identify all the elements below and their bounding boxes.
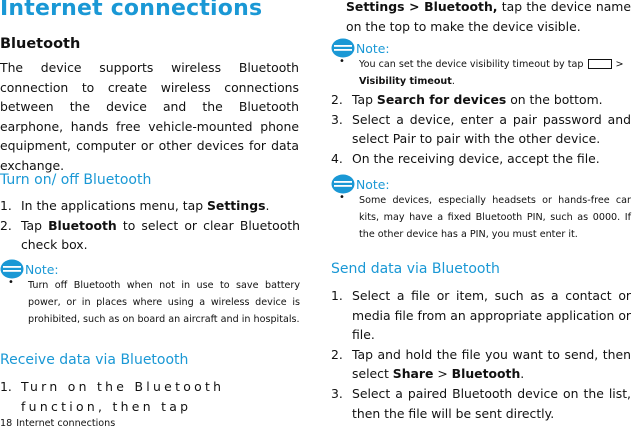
list-item — [0, 377, 300, 416]
receive-continuation — [346, 0, 631, 36]
note-icon — [331, 38, 355, 58]
footer-label: Internet connections — [16, 418, 116, 429]
step-text-end: to select or clear Bluetooth check box. — [21, 217, 300, 253]
menu-key-icon — [588, 59, 612, 69]
step-number: 2. — [331, 92, 343, 107]
send-title: Send data via Bluetooth — [331, 261, 500, 277]
step-number: 1. — [0, 198, 12, 213]
step-text-end: . — [520, 366, 525, 382]
note-text-start: You can set the device visibility timeout by tap — [359, 59, 584, 70]
step-text: Select a device, enter a pair password and select Pair to pair with the other device. — [352, 111, 631, 147]
bluetooth-bold: Bluetooth, — [424, 0, 498, 14]
list-item — [0, 196, 300, 216]
step-number: 1. — [331, 288, 343, 303]
note-separator: > — [615, 59, 624, 70]
note-heading — [331, 38, 390, 58]
step-text-end: . — [265, 198, 270, 213]
list-item — [331, 345, 631, 384]
list-item — [331, 286, 631, 345]
bullet-dot: • — [339, 192, 345, 203]
bullet-dot: • — [339, 56, 345, 67]
note-heading — [0, 259, 59, 279]
separator: > — [404, 0, 425, 14]
bluetooth-intro: The device supports wireless Bluetooth connection to create wireless connections between the device and the Bluetooth earphone, hands free vehicle-mounted phone equipment, computer or other devices for data exchange. — [0, 60, 299, 173]
note-text: Some devices, especially headsets or hands-free car kits, may have a fixed Bluetooth PIN, such as 0000. If the other device has a PIN, you must enter it. — [359, 195, 631, 240]
note-label: Note: — [25, 261, 59, 277]
page-footer — [0, 418, 119, 429]
visibility-timeout-bold: Visibility timeout — [359, 76, 452, 87]
turn-steps-list — [0, 196, 300, 255]
step-text: Tap and hold the file you want to send, then select — [352, 346, 631, 382]
bullet-dot: • — [8, 277, 14, 288]
step-bold: Bluetooth — [48, 217, 117, 233]
note-label: Note: — [356, 176, 390, 192]
turn-onoff-title: Turn on/ off Bluetooth — [0, 172, 152, 188]
step-number: 1. — [0, 379, 12, 394]
step-text: Tap — [352, 92, 377, 107]
step-text: Select a paired Bluetooth device on the list, then the file will be sent directly. — [352, 385, 631, 421]
list-item — [0, 216, 300, 255]
note-body — [331, 192, 631, 243]
note-body — [0, 277, 300, 328]
note-text-end: . — [451, 76, 455, 87]
step-text: On the receiving device, accept the file. — [352, 150, 600, 166]
step-separator: > — [433, 366, 452, 382]
step-bold: Settings — [207, 198, 266, 213]
note-heading — [331, 174, 390, 194]
step-number: 4. — [331, 150, 343, 166]
step-text: Select a file or item, such as a contact or media file from an appropriate application or file. — [352, 288, 631, 343]
step-number: 3. — [331, 385, 343, 401]
list-item — [331, 110, 631, 149]
step-text: Tap — [21, 217, 49, 233]
step-number: 2. — [331, 346, 343, 362]
step-number: 3. — [331, 111, 343, 127]
list-item — [331, 384, 631, 423]
share-bold: Share — [392, 366, 434, 382]
step-text-end: on the bottom. — [506, 92, 603, 107]
note-text — [359, 56, 631, 90]
note-body — [331, 56, 631, 90]
note-text: Turn off Bluetooth when not in use to save battery power, or in places where using a wireless device is prohibited, such as on board an aircraft and in hospitals. — [28, 280, 300, 325]
send-steps-list — [331, 286, 631, 423]
step-text: Turn on the Bluetooth function, then tap — [21, 379, 225, 414]
receive-steps-continued — [331, 90, 631, 168]
step-text: In the applications menu, tap — [21, 198, 207, 213]
page-title: Internet connections — [0, 0, 263, 21]
receive-steps-list — [0, 377, 300, 416]
bluetooth-heading: Bluetooth — [0, 36, 81, 52]
note-icon — [0, 259, 24, 279]
step-number: 2. — [0, 217, 12, 233]
note-icon — [331, 174, 355, 194]
bluetooth-bold: Bluetooth — [451, 366, 521, 382]
receive-title: Receive data via Bluetooth — [0, 352, 189, 368]
continuation-text: tap the device name on the top to make the device visible. — [346, 0, 631, 34]
note-label: Note: — [356, 40, 390, 56]
settings-bold: Settings — [346, 0, 405, 14]
step-bold: Search for devices — [376, 92, 507, 107]
list-item — [331, 90, 631, 110]
page-number: 18 — [0, 418, 13, 429]
list-item — [331, 149, 631, 169]
